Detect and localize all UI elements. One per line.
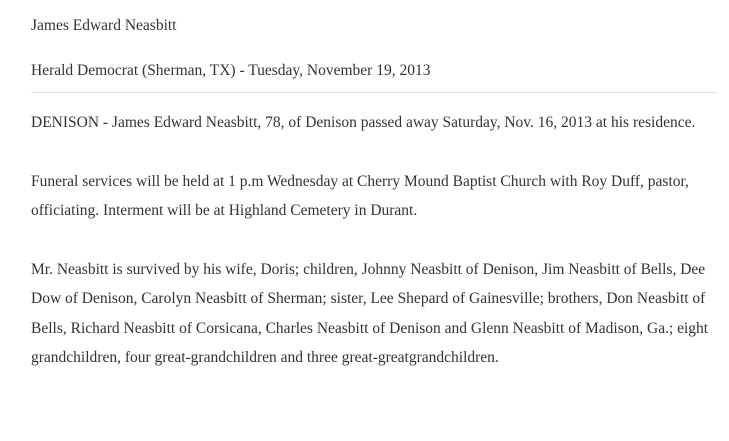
publication-source: Herald Democrat (Sherman, TX) - Tuesday, November 19, 2013	[31, 62, 431, 79]
obituary-body	[31, 108, 717, 402]
paragraph-survivors: Mr. Neasbitt is survived by his wife, Doris; children, Johnny Neasbitt of Denison, Jim Neasbitt of Bells, Dee Dow of Denison, Carolyn Neasbitt of Sherman; sister, Lee Shepard of Gainesville; brothers, Don Neasbitt of Bells, Richard Neasbitt of Corsicana, Charles Neasbitt of Denison and Glenn Neasbitt of Madison, Ga.; eight grandchildren, four great-grandchildren and three great-greatgrandchildren.	[31, 260, 709, 366]
obituary-name: James Edward Neasbitt	[31, 17, 177, 34]
divider	[31, 92, 717, 93]
paragraph-funeral-services: Funeral services will be held at 1 p.m Wednesday at Cherry Mound Baptist Church with Roy Duff, pastor, officiating. Interment will be at Highland Cemetery in Durant.	[31, 172, 689, 219]
paragraph-death-notice: DENISON - James Edward Neasbitt, 78, of Denison passed away Saturday, Nov. 16, 2013 at his residence.	[31, 114, 696, 131]
